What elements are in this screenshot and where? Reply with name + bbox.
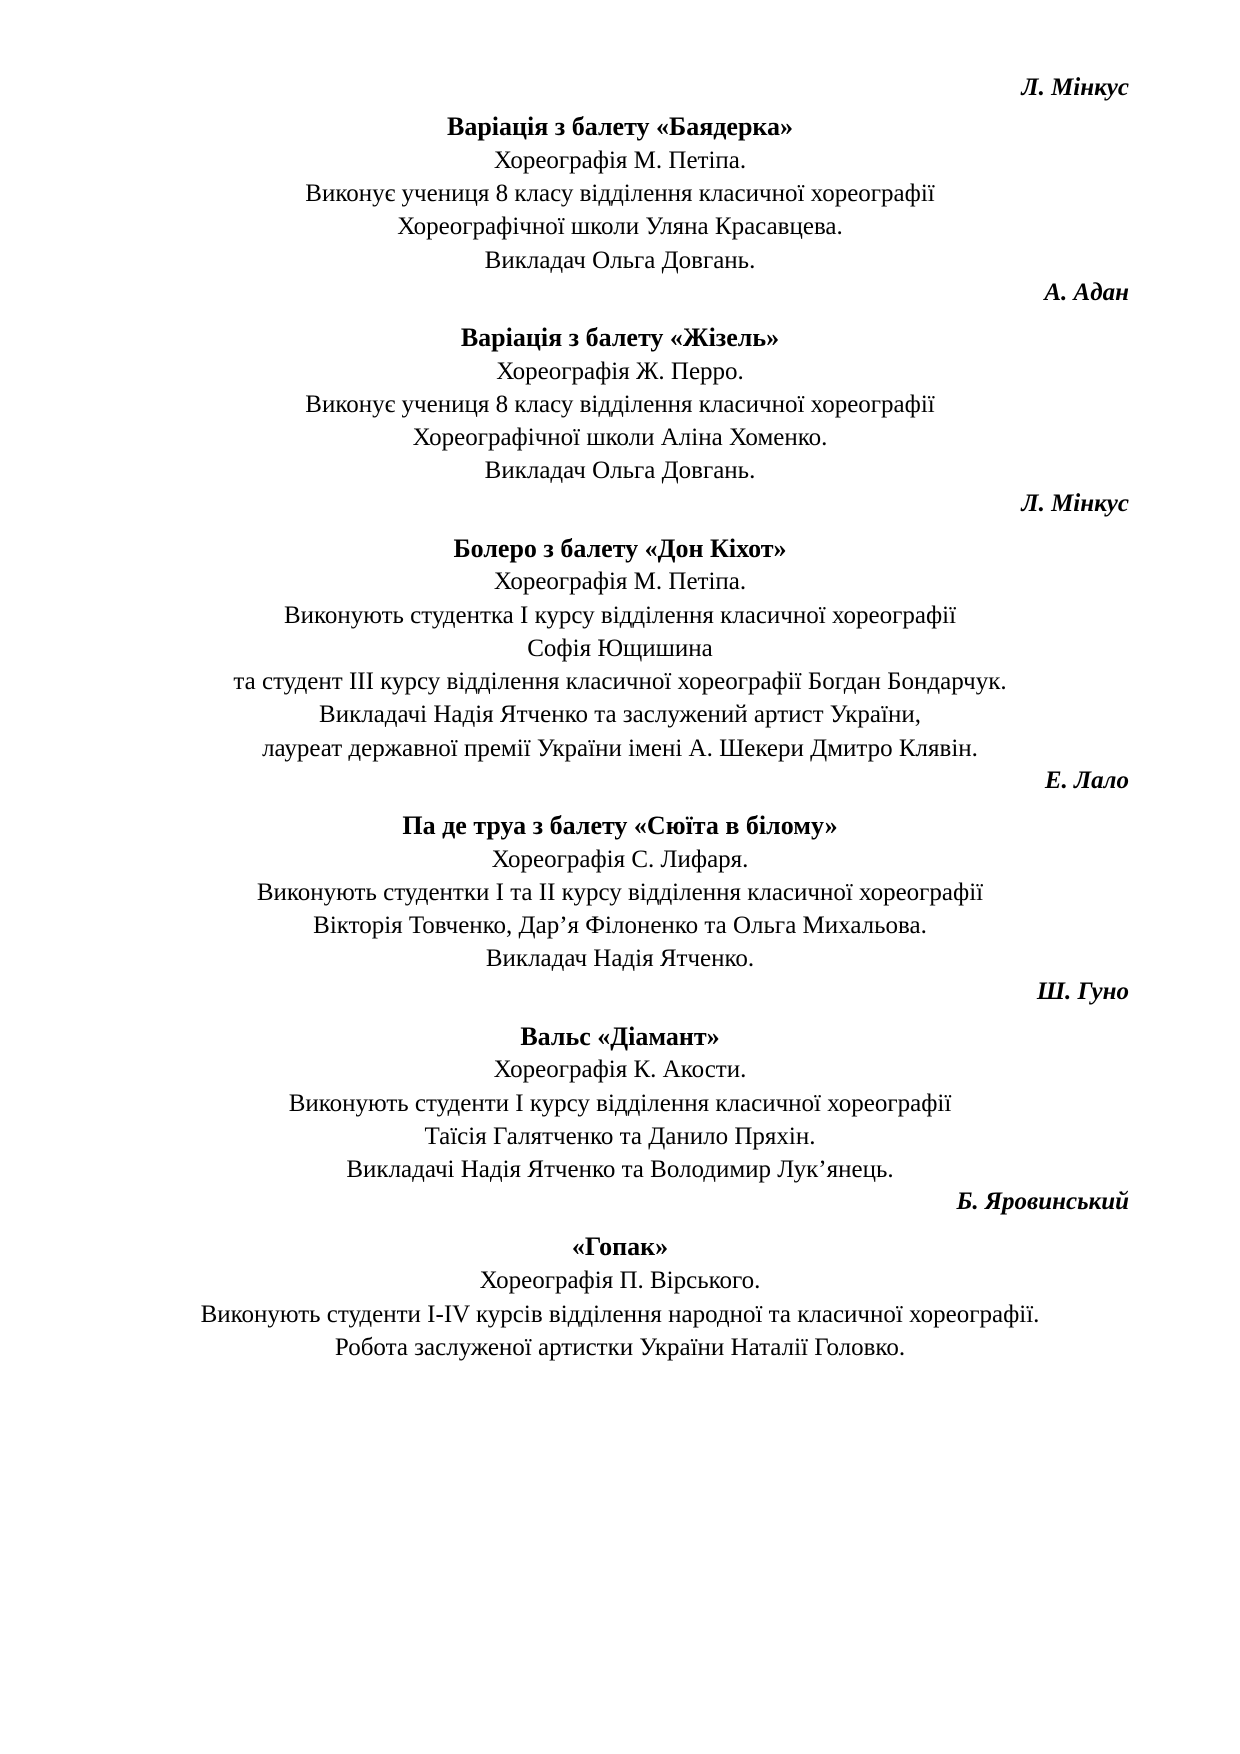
piece-detail-line: Викладач Ольга Довгань. [484, 246, 756, 274]
composer-name: Л. Мінкус [1021, 489, 1129, 517]
spacer [105, 309, 1135, 315]
piece-title: «Гопак» [571, 1232, 669, 1262]
spacer [105, 520, 1135, 526]
piece-detail-line: лауреат державної премії України імені А. Шекери Дмитро Клявін. [262, 734, 978, 762]
program-list [105, 72, 1135, 1364]
program-item [105, 1186, 1135, 1364]
composer-name: Б. Яровинський [956, 1188, 1129, 1216]
piece-title: Варіація з балету «Жізель» [460, 322, 780, 352]
piece-detail-line: Хореографія М. Петіпа. [493, 568, 747, 596]
composer-name: Ш. Гуно [1036, 977, 1129, 1005]
piece-detail-line: Хореографія К. Акости. [493, 1056, 747, 1084]
piece-detail-line: Виконують студентки I та II курсу відділення класичної хореографії [256, 878, 984, 906]
composer-name: А. Адан [1044, 278, 1129, 306]
piece-title: Вальс «Діамант» [520, 1021, 720, 1051]
piece-detail-line: Хореографічної школи Аліна Хоменко. [412, 424, 828, 452]
spacer [105, 797, 1135, 803]
piece-detail-line: Хореографія С. Лифаря. [491, 845, 749, 873]
piece-detail-line: Викладачі Надія Ятченко та заслужений артист України, [319, 701, 921, 729]
program-item [105, 976, 1135, 1187]
spacer [105, 1008, 1135, 1014]
piece-detail-line: Виконує учениця 8 класу відділення класичної хореографії [305, 180, 935, 208]
piece-detail-line: Таїсія Галятченко та Данило Пряхін. [424, 1122, 816, 1150]
program-item [105, 765, 1135, 976]
piece-detail-line: Виконують студенти I-IV курсів відділення народної та класичної хореографії. [200, 1300, 1040, 1328]
composer-name: Е. Лало [1044, 766, 1129, 794]
piece-detail-line: Хореографія Ж. Перро. [496, 357, 744, 385]
spacer [105, 1218, 1135, 1224]
program-item [105, 488, 1135, 765]
piece-detail-line: Вікторія Товченко, Дар’я Філоненко та Ольга Михальова. [313, 912, 927, 940]
piece-detail-line: Викладач Ольга Довгань. [484, 457, 756, 485]
piece-title: Болеро з балету «Дон Кіхот» [453, 533, 787, 563]
piece-detail-line: Виконує учениця 8 класу відділення класичної хореографії [305, 390, 935, 418]
piece-detail-line: Хореографічної школи Уляна Красавцева. [397, 213, 843, 241]
piece-detail-line: Виконують студенти I курсу відділення класичної хореографії [288, 1089, 952, 1117]
piece-detail-line: Хореографія М. Петіпа. [493, 146, 747, 174]
program-item [105, 72, 1135, 277]
piece-detail-line: Хореографія П. Вірського. [479, 1267, 761, 1295]
piece-detail-line: Робота заслуженої артистки України Наталії Головко. [334, 1333, 906, 1361]
piece-detail-line: та студент III курсу відділення класичної хореографії Богдан Бондарчук. [233, 668, 1007, 696]
piece-detail-line: Виконують студентка I курсу відділення класичної хореографії [283, 601, 957, 629]
program-item [105, 277, 1135, 488]
piece-detail-line: Викладач Надія Ятченко. [485, 945, 755, 973]
piece-title: Варіація з балету «Баядерка» [446, 112, 794, 141]
piece-detail-line: Викладачі Надія Ятченко та Володимир Лук’янець. [346, 1156, 894, 1184]
piece-detail-line: Софія Ющишина [527, 634, 713, 662]
composer-name: Л. Мінкус [1021, 74, 1129, 101]
piece-title: Па де труа з балету «Сюїта в білому» [402, 810, 838, 840]
